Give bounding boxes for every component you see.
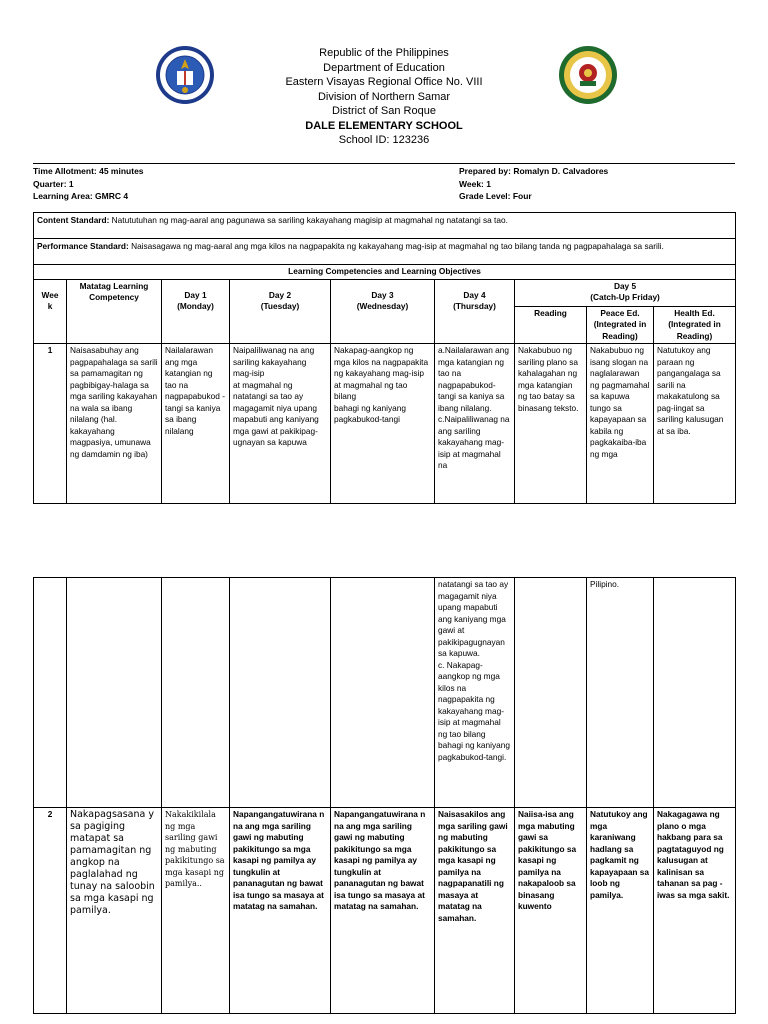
learning-area: Learning Area: GMRC 4 <box>33 191 129 201</box>
day4-cell: Naisasakilos ang mga sariling gawi ng mabuting pakikitungo sa mga kasapi ng pamilya na nagpapanatili ng masaya at matatag na samahan. <box>435 808 515 1014</box>
table-header-row <box>34 279 736 306</box>
section-title: Learning Competencies and Learning Objectives <box>34 265 736 280</box>
col-day4: Day 4 (Thursday) <box>435 279 515 344</box>
col-competency: Matatag Learning Competency <box>67 279 162 344</box>
health-ed-cell: Natutukoy ang paraan ng pangangalaga sa sarili na makakatulong sa pag-iingat sa sariling kalusugan at sa iba. <box>654 344 736 504</box>
day2-cell: Naipaliliwanag na ang sariling kakayahang mag-isip at magmahal ng natatangi sa tao ay magagamit niya upang mapabuti ang kaniyang mga gawi at pakikipag-ugnayan sa kapuwa <box>230 344 331 504</box>
region-line: Eastern Visayas Regional Office No. VIII <box>285 76 483 88</box>
reading-cell <box>515 578 587 808</box>
grade-level: Grade Level: Four <box>459 191 532 201</box>
col-peace-ed: Peace Ed. (Integrated in Reading) <box>587 306 654 344</box>
lesson-plan-table-continued <box>33 577 736 1014</box>
table-row <box>34 578 736 808</box>
col-reading: Reading <box>515 306 587 344</box>
reading-cell: Nakabubuo ng sariling plano sa kahalagahan ng mga katangian ng tao batay sa binasang teksto. <box>515 344 587 504</box>
health-ed-cell <box>654 578 736 808</box>
week-cell <box>34 578 67 808</box>
col-day2: Day 2 (Tuesday) <box>230 279 331 344</box>
division-line: Division of Northern Samar <box>317 90 451 103</box>
col-day5: Day 5 (Catch-Up Friday) <box>515 279 736 306</box>
prepared-by: Prepared by: Romalyn D. Calvadores <box>459 166 609 176</box>
table-row <box>34 808 736 1014</box>
school-id: School ID: 123236 <box>338 134 430 146</box>
day1-cell: Nailalarawan ang mga katangian ng tao na nagpapabukod -tangi sa kaniya sa ibang nilalang <box>162 344 230 504</box>
day1-cell <box>162 578 230 808</box>
content-standard-label: Content Standard: <box>37 215 110 225</box>
health-ed-cell: Nakagagawa ng plano o mga hakbang para sa pagtataguyod ng kalusugan at kalinisan sa tahanan sa pag - iwas sa mga sakit. <box>654 808 736 1014</box>
content-standard-row <box>34 213 736 239</box>
performance-standard-label: Performance Standard: <box>37 241 129 251</box>
quarter: Quarter: 1 <box>33 178 74 189</box>
document-header <box>0 0 768 160</box>
school-name: DALE ELEMENTARY SCHOOL <box>305 119 463 132</box>
time-allotment: Time Allotment: 45 minutes <box>33 166 144 176</box>
day4-cell: a.Nailalarawan ang mga katangian ng tao na nagpapabukod-tangi sa kaniya sa ibang nilalang. c.Naipaliliwanag na ang sariling kakayahang mag-isip at magmahal na <box>435 344 515 504</box>
content-standard-text: Natututuhan ng mag-aaral ang pagunawa sa sariling kakayahang magisip at magmahal ng natatangi sa tao. <box>109 215 508 225</box>
col-day1: Day 1 (Monday) <box>162 279 230 344</box>
col-week: Wee k <box>34 279 67 344</box>
district-line: District of San Roque <box>332 105 436 117</box>
competency-cell <box>67 578 162 808</box>
table-row <box>34 344 736 504</box>
col-health-ed: Health Ed. (Integrated in Reading) <box>654 306 736 344</box>
day1-cell: Nakakikilala ng mga sariling gawi ng mabuting pakikitungo sa mga kasapi ng pamilya.. <box>162 808 230 1014</box>
day2-cell <box>230 578 331 808</box>
peace-ed-cell: Natutukoy ang mga karaniwang hadlang sa pagkamit ng kapayapaan sa loob ng pamilya. <box>587 808 654 1014</box>
lesson-plan-table <box>33 212 736 504</box>
competency-cell: Nakapagsasana y sa pagiging matapat sa pamamagitan ng angkop na paglalahad ng tunay na saloobin sa mga kasapi ng pamilya. <box>67 808 162 1014</box>
day2-cell: Napangangatuwirana n na ang mga sariling gawi ng mabuting pakikitungo sa mga kasapi ng pamilya ay tungkulin at pananagutan ng bawat isa tungo sa masaya at matatag na samahan. <box>230 808 331 1014</box>
competency-cell: Naisasabuhay ang pagpapahalaga sa sarili sa pamamagitan ng pagbibigay-halaga sa mga sariling kakayahan na wala sa ibang nilalang (hal. kakayahang magpasiya, umunawa ng damdamin ng iba) <box>67 344 162 504</box>
meta-left <box>33 165 144 203</box>
performance-standard-row <box>34 239 736 265</box>
performance-standard-text: Naisasagawa ng mag-aaral ang mga kilos na nagpapakita ng kakayahang mag-isip at magmahal ng tao bilang tanda ng pagpapahalaga sa sarili. <box>128 241 664 251</box>
day3-cell <box>331 578 435 808</box>
day3-cell: Nakapag-aangkop ng mga kilos na nagpapakita ng kakayahang mag-isip at magmahal ng tao bilang bahagi ng kaniyang pagkabukod-tangi <box>331 344 435 504</box>
meta-right <box>459 165 608 203</box>
col-day3: Day 3 (Wednesday) <box>331 279 435 344</box>
reading-cell: Naiisa-isa ang mga mabuting gawi sa pakikitungo sa kasapi ng pamilya na nakapaloob sa binasang kuwento <box>515 808 587 1014</box>
department-line: Department of Education <box>323 61 445 74</box>
peace-ed-cell: Pilipino. <box>587 578 654 808</box>
day4-cell: natatangi sa tao ay magagamit niya upang mapabuti ang kaniyang mga gawi at pakikipagugnayan sa kapuwa. c. Nakapag-aangkop ng mga kilos na nagpapakita ng kakayahang mag-isip at magmahal ng tao bilang bahagi ng kaniyang pagkabukod-tangi. <box>435 578 515 808</box>
peace-ed-cell: Nakabubuo ng isang slogan na naglalarawan ng pagmamahal sa kapuwa tungo sa kapayapaan sa kabila ng pagkakaiba-iba ng mga <box>587 344 654 504</box>
header-divider <box>33 163 735 164</box>
section-title-row <box>34 265 736 280</box>
week-cell: 1 <box>34 344 67 504</box>
republic-line: Republic of the Philippines <box>319 47 449 59</box>
week-cell: 2 <box>34 808 67 1014</box>
header-text-block <box>200 46 568 148</box>
day3-cell: Napangangatuwirana n na ang mga sariling gawi ng mabuting pakikitungo sa mga kasapi ng pamilya ay tungkulin at pananagutan ng bawat isa tungo sa masaya at matatag na samahan. <box>331 808 435 1014</box>
week: Week: 1 <box>459 178 491 189</box>
